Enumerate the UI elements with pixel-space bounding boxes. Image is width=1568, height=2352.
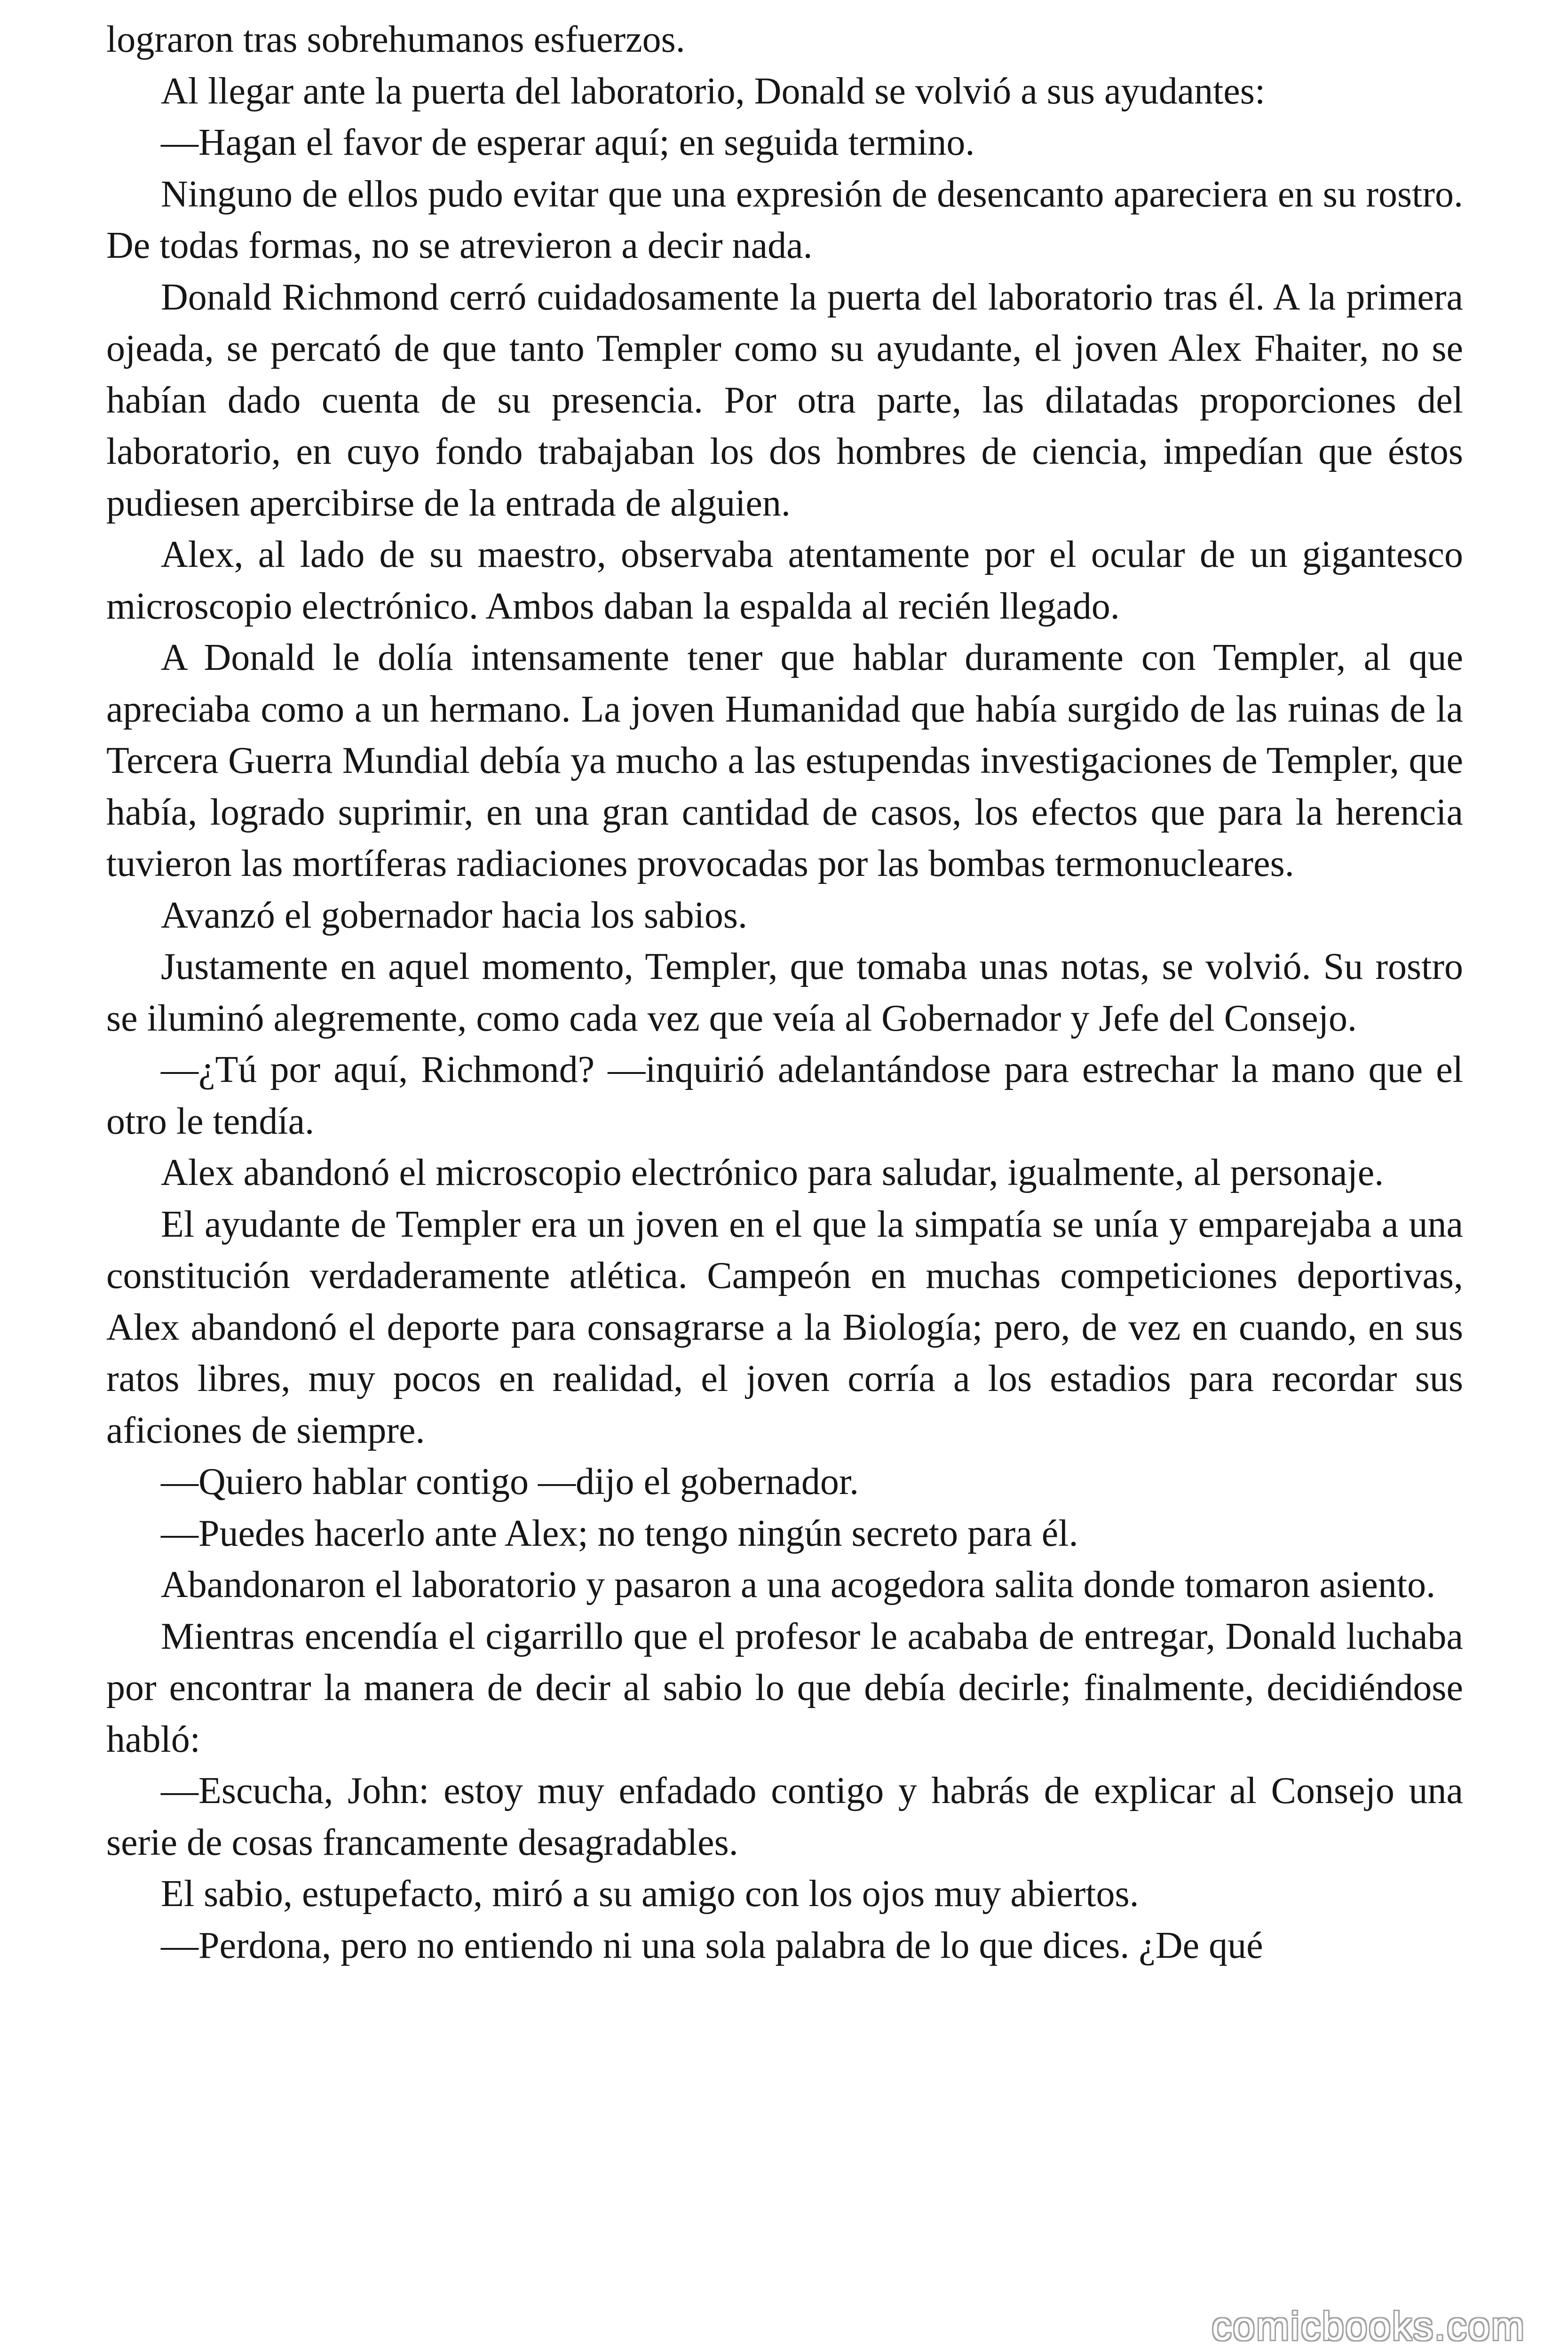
- paragraph: El ayudante de Templer era un joven en el que la simpatía se unía y emparejaba a una constitución verdaderamente atlética. Campeón en muchas competiciones deportivas, Alex abandonó el deporte para consagrarse a la Biología; pero, de vez en cuando, en sus ratos libres, muy pocos en realidad, el joven corría a los estadios para recordar sus aficiones de siempre.: [106, 1203, 1463, 1451]
- paragraph: —¿Tú por aquí, Richmond? —inquirió adelantándose para estrechar la mano que el otro le tendía.: [106, 1049, 1463, 1142]
- paragraph: —Quiero hablar contigo —dijo el gobernador.: [161, 1461, 859, 1502]
- paragraph: Justamente en aquel momento, Templer, que tomaba unas notas, se volvió. Su rostro se iluminó alegremente, como cada vez que veía al Gobernador y Jefe del Consejo.: [106, 946, 1463, 1039]
- paragraph: El sabio, estupefacto, miró a su amigo con los ojos muy abiertos.: [161, 1873, 1139, 1915]
- watermark-logo: comicbooks.com: [1212, 2304, 1526, 2348]
- paragraph: Mientras encendía el cigarrillo que el profesor le acababa de entregar, Donald luchaba por encontrar la manera de decir al sabio lo que debía decirle; finalmente, decidiéndose habló:: [106, 1615, 1463, 1760]
- paragraph: Al llegar ante la puerta del laboratorio, Donald se volvió a sus ayudantes:: [161, 70, 1266, 112]
- paragraph: —Hagan el favor de esperar aquí; en seguida termino.: [161, 122, 975, 163]
- paragraph: Alex abandonó el microscopio electrónico para saludar, igualmente, al personaje.: [161, 1152, 1384, 1193]
- paragraph: —Escucha, John: estoy muy enfadado contigo y habrás de explicar al Consejo una serie de cosas francamente desagradables.: [106, 1770, 1463, 1863]
- paragraph: —Puedes hacerlo ante Alex; no tengo ningún secreto para él.: [161, 1512, 1078, 1554]
- paragraph: Donald Richmond cerró cuidadosamente la puerta del laboratorio tras él. A la primera ojeada, se percató de que tanto Templer como su ayudante, el joven Alex Fhaiter, no se habían dado cuenta de su presencia. Por otra parte, las dilatadas proporciones del laboratorio, en cuyo fondo trabajaban los dos hombres de ciencia, impedían que éstos pudiesen apercibirse de la entrada de alguien.: [106, 276, 1463, 524]
- paragraph: Avanzó el gobernador hacia los sabios.: [161, 894, 747, 936]
- paragraph: Abandonaron el laboratorio y pasaron a una acogedora salita donde tomaron asiento.: [161, 1564, 1436, 1605]
- paragraph: —Perdona, pero no entiendo ni una sola palabra de lo que dices. ¿De qué: [161, 1924, 1263, 1966]
- paragraph: Alex, al lado de su maestro, observaba atentamente por el ocular de un gigantesco microscopio electrónico. Ambos daban la espalda al recién llegado.: [106, 534, 1463, 627]
- paragraph: Ninguno de ellos pudo evitar que una expresión de desencanto apareciera en su rostro. De todas formas, no se atrevieron a decir nada.: [106, 173, 1463, 266]
- paragraph: A Donald le dolía intensamente tener que hablar duramente con Templer, al que apreciaba como a un hermano. La joven Humanidad que había surgido de las ruinas de la Tercera Guerra Mundial debía ya mucho a las estupendas investigaciones de Templer, que había, logrado suprimir, en una gran cantidad de casos, los efectos que para la herencia tuvieron las mortíferas radiaciones provocadas por las bombas termonucleares.: [106, 637, 1463, 884]
- book-page: [106, 14, 1463, 1971]
- paragraph-continuation: lograron tras sobrehumanos esfuerzos.: [106, 19, 685, 60]
